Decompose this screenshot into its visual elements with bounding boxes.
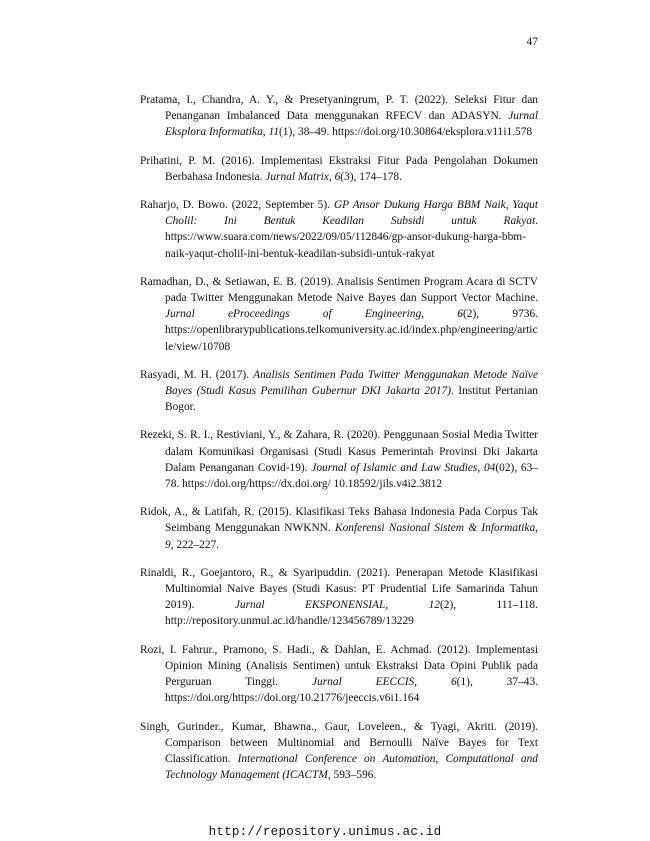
reference-item: Rozi, I. Fahrur., Pramono, S. Hadi., & Dahlan, E. Achmad. (2012). Implementasi Opinion Mining (Analisis Sentimen) untuk Ekstraksi Data Opini Publik pada Perguruan Tinggi. Jurnal EECCIS, 6(1), 37–43. https://doi.org/https://doi.org/10.21776/jeeccis.v6i1.164 [140, 643, 539, 705]
reference-item: Ridok, A., & Latifah, R. (2015). Klasifikasi Teks Bahasa Indonesia Pada Corpus Tak Seimbang Menggunakan NWKNN. Konferensi Nasional Sistem & Informatika, 9, 222–227. [140, 506, 539, 551]
reference-item: Ramadhan, D., & Setiawan, E. B. (2019). Analisis Sentimen Program Acara di SCTV pada Twitter Menggunakan Metode Naive Bayes dan Support Vector Machine. Jurnal eProceedings of Engineering, 6(2), 9736. https://openlibrarypublications.telkomuniversity.ac.id/index.php/engineering/article/view/10708 [140, 275, 538, 353]
footer-url: http://repository.unimus.ac.id [208, 825, 442, 839]
reference-item: Singh, Gurinder., Kumar, Bhawna., Gaur, Loveleen., & Tyagi, Akriti. (2019). Comparison between Multinomial and Bernoulli Naïve Bayes for Text Classification. International Conference on Automation, Computational and Technology Management (ICACTM, 593–596. [140, 720, 538, 782]
reference-item: Prihatini, P. M. (2016). Implementasi Ekstraksi Fitur Pada Pengolahan Dokumen Berbahasa Indonesia. Jurnal Matrix, 6(3), 174–178. [140, 154, 538, 183]
reference-item: Raharjo, D. Bowo. (2022, September 5). GP Ansor Dukung Harga BBM Naik, Yaqut Cholil: Ini Bentuk Keadilan Subsidi untuk Rakyat. https://www.suara.com/news/2022/09/05/112846/gp-ansor-dukung-harga-bbm-naik-yaqut-cholil-ini-bentuk-keadilan-subsidi-untuk-rakyat [140, 199, 538, 260]
reference-item: Rezeki, S. R. I., Restiviani, Y., & Zahara, R. (2020). Penggunaan Sosial Media Twitter dalam Komunikasi Organisasi (Studi Kasus Pemerintah Provinsi Dki Jakarta Dalam Penanganan Covid-19). Journal of Islamic and Law Studies, 04(02), 63–78. https://doi.org/https://dx.doi.org/ 10.18592/jils.v4i2.3812 [140, 429, 538, 491]
reference-list [140, 92, 538, 795]
page-number: 47 [526, 36, 538, 48]
reference-item: Rasyadi, M. H. (2017). Analisis Sentimen Pada Twitter Menggunakan Metode Naïve Bayes (Studi Kasus Pemilihan Gubernur DKI Jakarta 2017). Institut Pertanian Bogor. [140, 368, 539, 414]
reference-item: Rinaldi, R., Goejantoro, R., & Syaripuddin. (2021). Penerapan Metode Klasifikasi Multinomial Naive Bayes (Studi Kasus: PT Prudential Life Samarinda Tahun 2019). Jurnal EKSPONENSIAL, 12(2), 111–118. http://repository.unmul.ac.id/handle/123456789/13229 [140, 566, 538, 628]
reference-item: Pratama, I., Chandra, A. Y., & Presetyaningrum, P. T. (2022). Seleksi Fitur dan Penanganan Imbalanced Data menggunakan RFECV dan ADASYN. Jurnal Eksplora Informatika, 11(1), 38–49. https://doi.org/10.30864/eksplora.v11i1.578 [140, 94, 538, 139]
